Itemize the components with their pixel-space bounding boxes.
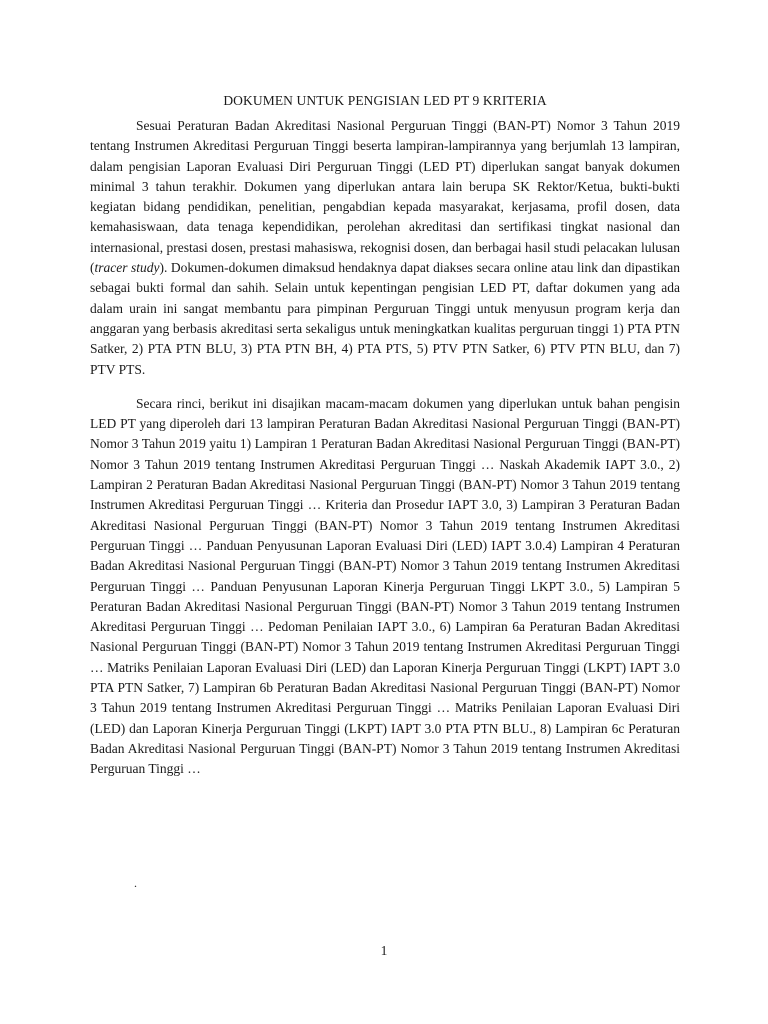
page-number: 1 [380,943,388,958]
paragraph-intro [90,116,680,380]
tracer-study-term: tracer study [94,260,160,276]
paragraph-details: Secara rinci, berikut ini disajikan macam-macam dokumen yang diperlukan untuk bahan pengisin LED PT yang diperoleh dari 13 lampiran Peraturan Badan Akreditasi Nasional Perguruan Tinggi (BAN-PT) Nomor 3 Tahun 2019 yaitu 1) Lampiran 1 Peraturan Badan Akreditasi Nasional Perguruan Tinggi (BAN-PT) Nomor 3 Tahun 2019 tentang Instrumen Akreditasi Perguruan Tinggi … Naskah Akademik IAPT 3.0., 2) Lampiran 2 Peraturan Badan Akreditasi Nasional Perguruan Tinggi (BAN-PT) Nomor 3 Tahun 2019 tentang Instrumen Akreditasi Perguruan Tinggi … Kriteria dan Prosedur IAPT 3.0, 3) Lampiran 3 Peraturan Badan Akreditasi Nasional Perguruan Tinggi (BAN-PT) Nomor 3 Tahun 2019 tentang Instrumen Akreditasi Perguruan Tinggi … Panduan Penyusunan Laporan Evaluasi Diri (LED) IAPT 3.0.4) Lampiran 4 Peraturan Badan Akreditasi Nasional Perguruan Tinggi (BAN-PT) Nomor 3 Tahun 2019 tentang Instrumen Akreditasi Perguruan Tinggi … Panduan Penyusunan Laporan Kinerja Perguruan Tinggi LKPT 3.0., 5) Lampiran 5 Peraturan Badan Akreditasi Nasional Perguruan Tinggi (BAN-PT) Nomor 3 Tahun 2019 tentang Instrumen Akreditasi Perguruan Tinggi … Pedoman Penilaian IAPT 3.0., 6) Lampiran 6a Peraturan Badan Akreditasi Nasional Perguruan Tinggi (BAN-PT) Nomor 3 Tahun 2019 tentang Instrumen Akreditasi Perguruan Tinggi … Matriks Penilaian Laporan Evaluasi Diri (LED) dan Laporan Kinerja Perguruan Tinggi (LKPT) IAPT 3.0 PTA PTN Satker, 7) Lampiran 6b Peraturan Badan Akreditasi Nasional Perguruan Tinggi (BAN-PT) Nomor 3 Tahun 2019 tentang Instrumen Akreditasi Perguruan Tinggi … Matriks Penilaian Laporan Evaluasi Diri (LED) dan Laporan Kinerja Perguruan Tinggi (LKPT) IAPT 3.0 PTA PTN BLU., 8) Lampiran 6c Peraturan Badan Akreditasi Nasional Perguruan Tinggi (BAN-PT) Nomor 3 Tahun 2019 tentang Instrumen Akreditasi Perguruan Tinggi … [90,395,680,777]
paragraph-intro-text: Sesuai Peraturan Badan Akreditasi Nasional Perguruan Tinggi (BAN-PT) Nomor 3 Tahun 2019 tentang Instrumen Akreditasi Perguruan Tinggi beserta lampiran-lampirannya yang berjumlah 13 lampiran, dalam pengisian Laporan Evaluasi Diri Perguruan Tinggi (LED PT) diperlukan sangat banyak dokumen minimal 3 tahun terakhir. Dokumen yang diperlukan antara lain berupa SK Rektor/Ketua, bukti-bukti kegiatan bidang pendidikan, penelitian, pengabdian kepada masyarakat, kerjasama, profil dosen, data kemahasiswaan, data tenaga kependidikan, perolehan akreditasi dan sertifikasi tingkat nasional dan internasional, prestasi dosen, prestasi mahasiswa, rekognisi dosen, dan berbagai hasil studi pelacakan lulusan ( [90,118,680,276]
document-page [90,88,680,780]
stray-mark: . [134,876,137,890]
document-title: DOKUMEN UNTUK PENGISIAN LED PT 9 KRITERIA [223,93,547,108]
paragraph-intro-text-continued: ). Dokumen-dokumen dimaksud hendaknya dapat diakses secara online atau link dan dipastikan sebagai bukti formal dan sahih. Selain untuk kepentingan pengisian LED PT, daftar dokumen yang ada dalam urain ini sangat membantu para pimpinan Perguruan Tinggi untuk menyusun program kerja dan anggaran yang berbasis akreditasi serta sekaligus untuk meningkatkan kualitas perguruan tinggi 1) PTA PTN Satker, 2) PTA PTN BLU, 3) PTA PTN BH, 4) PTA PTS, 5) PTV PTN Satker, 6) PTV PTN BLU, dan 7) PTV PTS. [90,260,680,377]
